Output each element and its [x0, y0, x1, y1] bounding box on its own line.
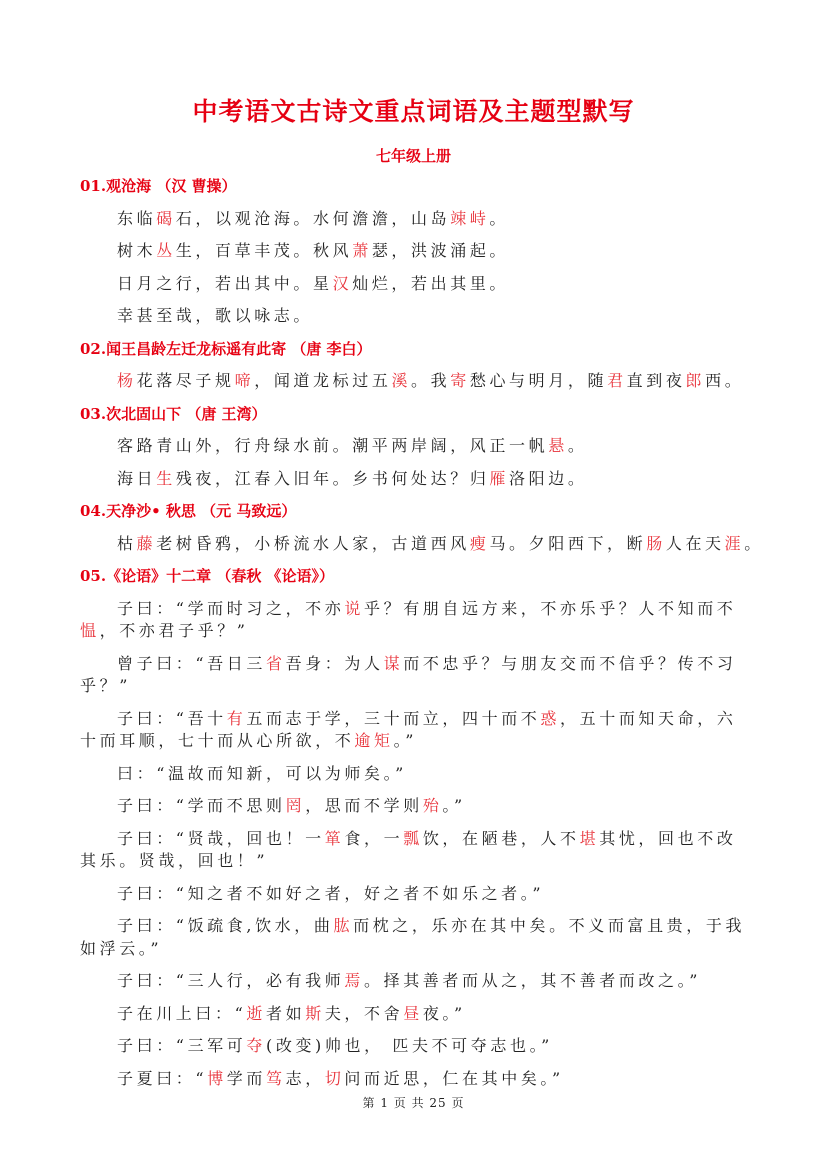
document-subtitle: 七年级上册: [375, 147, 451, 165]
text-segment: 如浮云。”: [80, 938, 163, 958]
poem-paragraph: [80, 970, 752, 993]
poem-paragraph: [80, 1068, 752, 1091]
keyword: 藤: [136, 533, 157, 553]
keyword: 有: [226, 708, 247, 728]
text-segment: ，不亦君子乎？”: [99, 621, 249, 640]
keyword: 逝: [246, 1003, 266, 1023]
section-heading: 04.天净沙• 秋思 （元 马致远）: [80, 502, 297, 520]
poem-paragraph: [80, 468, 752, 491]
text-segment: 子曰：“学而时习之，不亦: [117, 598, 345, 618]
keyword: 雁: [489, 468, 510, 488]
keyword: 愠: [80, 621, 100, 640]
keyword: 省: [265, 653, 286, 673]
text-segment: 而不忠乎？与朋友交而不信乎？传不习: [403, 653, 737, 673]
text-segment: 灿烂，若出其里。: [352, 273, 510, 293]
keyword: 笃: [266, 1068, 286, 1088]
text-segment: 吾身：为人: [285, 653, 384, 673]
keyword: 瓢: [403, 828, 423, 848]
text-segment: 。”: [393, 731, 417, 750]
text-segment: 子曰：“三军可: [117, 1036, 247, 1055]
text-line: [80, 970, 752, 993]
text-segment: 子曰：“吾十: [117, 708, 227, 728]
text-line: [80, 850, 752, 873]
text-line: [80, 708, 752, 731]
text-line: [80, 795, 752, 818]
section-heading: 05.《论语》十二章 （春秋 《论语》）: [80, 567, 335, 585]
text-line: [80, 468, 752, 491]
text-segment: 枯: [117, 533, 137, 553]
text-line: [80, 1068, 752, 1091]
poem-paragraph: [80, 598, 752, 643]
text-line: [80, 763, 752, 786]
keyword: 惑: [540, 708, 561, 728]
text-line: [80, 915, 752, 938]
text-segment: 饮，在陋巷，人不: [422, 828, 580, 848]
text-segment: 日月之行，若出其中。星: [117, 273, 333, 293]
text-segment: 而枕之，乐亦在其中矣。不义而富且贵，于我: [353, 916, 746, 935]
keyword: 肱: [333, 916, 354, 935]
text-segment: 问而近思，仁在其中矣。”: [344, 1068, 564, 1088]
text-segment: 子曰：“贤哉，回也！一: [117, 828, 325, 848]
keyword: 焉: [344, 971, 364, 990]
text-segment: 。我: [411, 371, 451, 390]
keyword: 涯: [724, 533, 745, 553]
text-segment: 五而志于学，三十而立，四十而不: [246, 708, 541, 728]
section-heading: 02.闻王昌龄左迁龙标遥有此寄 （唐 李白）: [80, 339, 372, 358]
text-segment: 。: [744, 533, 764, 553]
text-segment: 西。: [705, 371, 745, 390]
text-segment: 愁心与明月，随: [469, 371, 608, 390]
text-line: [80, 620, 752, 643]
poem-paragraph: [80, 370, 752, 393]
text-segment: 幸甚至哉，歌以咏志。: [117, 306, 314, 325]
keyword: 汉: [332, 273, 353, 293]
poem-paragraph: [80, 435, 752, 458]
text-segment: 海日: [117, 468, 157, 488]
keyword: 夺: [246, 1036, 266, 1055]
text-segment: 曾子曰：“吾日三: [117, 653, 266, 673]
poem-paragraph: [80, 1003, 752, 1026]
text-line: [80, 1035, 752, 1058]
text-line: [80, 653, 752, 676]
poem-paragraph: [80, 305, 752, 328]
document-title: 中考语文古诗文重点词语及主题型默写: [192, 97, 635, 126]
text-line: [80, 370, 752, 393]
text-line: [80, 435, 752, 458]
text-segment: (改变)帅也， 匹夫不可夺志也。”: [266, 1036, 553, 1055]
text-line: [80, 305, 752, 328]
keyword: 寄: [450, 371, 470, 390]
text-segment: 残夜，江春入旧年。乡书何处达？归: [175, 468, 490, 488]
text-segment: 其乐。贤哉，回也！”: [80, 851, 269, 870]
text-segment: 夫，不舍: [324, 1003, 404, 1023]
keyword: 君: [607, 371, 627, 390]
keyword: 生: [156, 468, 176, 488]
text-segment: 瑟，洪波涌起。: [371, 241, 510, 260]
keyword: 肠: [646, 533, 666, 553]
text-segment: 子夏曰：“: [117, 1068, 208, 1088]
text-segment: 石，以观沧海。水何澹澹，山岛: [175, 208, 451, 228]
text-segment: 花落尽子规: [136, 371, 235, 390]
text-segment: 子曰：“饭疏食,饮水，曲: [117, 916, 334, 935]
keyword: 萧: [352, 241, 372, 260]
text-segment: 客路青山外，行舟绿水前。潮平两岸阔，风正一帆: [117, 436, 549, 455]
text-segment: ，闻道龙标过五: [254, 371, 392, 390]
text-segment: 人在天: [665, 533, 725, 553]
text-segment: 其忧，回也不改: [599, 828, 737, 848]
page-footer: 第 1 页 共 25 页: [362, 1096, 465, 1110]
text-segment: 学而: [226, 1068, 266, 1088]
keyword: 郎: [685, 371, 706, 390]
text-segment: 夜。”: [422, 1003, 466, 1023]
text-line: [80, 828, 752, 851]
text-segment: 。”: [442, 796, 466, 815]
keyword: 竦峙: [450, 208, 490, 228]
text-line: [80, 273, 752, 296]
keyword: 堪: [579, 828, 600, 848]
section-heading: 03.次北固山下 （唐 王湾）: [80, 404, 267, 423]
text-line: [80, 883, 752, 906]
text-segment: 子曰：“三人行，必有我师: [117, 971, 345, 990]
text-line: [80, 938, 752, 961]
keyword: 杨: [117, 371, 137, 390]
text-segment: 乎？有朋自远方来，不亦乐乎？人不知而不: [364, 598, 737, 618]
keyword: 逾矩: [354, 731, 394, 750]
text-line: [80, 730, 752, 753]
keyword: 谋: [383, 653, 404, 673]
text-line: [80, 240, 752, 263]
poem-paragraph: [80, 273, 752, 296]
text-segment: 乎？”: [80, 676, 131, 695]
poem-paragraph: [80, 915, 752, 960]
text-segment: 子曰：“知之者不如好之者，好之者不如乐之者。”: [117, 883, 545, 903]
poem-paragraph: [80, 533, 764, 556]
text-segment: 老树昏鸦，小桥流水人家，古道西风: [156, 533, 470, 553]
text-segment: 曰：“温故而知新，可以为师矣。”: [117, 763, 407, 783]
text-segment: 直到夜: [626, 371, 686, 390]
keyword: 碣: [156, 208, 176, 228]
text-segment: 生，百草丰茂。秋风: [175, 241, 353, 260]
text-line: [80, 1003, 752, 1026]
text-segment: 子曰：“学而不思则: [117, 796, 286, 815]
document-content: [80, 175, 764, 1100]
text-line: [80, 598, 752, 621]
keyword: 切: [324, 1068, 345, 1088]
poem-paragraph: [80, 653, 752, 698]
text-segment: 洛阳边。: [509, 468, 588, 488]
keyword: 箪: [324, 828, 345, 848]
poem-paragraph: [80, 208, 752, 231]
text-segment: ，五十而知天命，六: [560, 708, 737, 728]
keyword: 瘦: [469, 533, 490, 553]
keyword: 丛: [156, 241, 176, 260]
text-segment: 东临: [117, 208, 157, 228]
poem-paragraph: [80, 708, 752, 753]
keyword: 溪: [391, 371, 412, 390]
keyword: 罔: [285, 796, 306, 815]
poem-paragraph: [80, 883, 752, 906]
poem-paragraph: [80, 795, 752, 818]
text-segment: 。: [489, 208, 510, 228]
poem-paragraph: [80, 1035, 752, 1058]
keyword: 殆: [422, 796, 443, 815]
poem-paragraph: [80, 240, 752, 263]
text-segment: ，思而不学则: [305, 796, 423, 815]
text-segment: 马。夕阳西下，断: [489, 533, 647, 553]
text-segment: 者如: [266, 1003, 306, 1023]
keyword: 斯: [305, 1003, 325, 1023]
keyword: 说: [344, 598, 364, 618]
poem-paragraph: [80, 828, 752, 873]
text-segment: 子在川上曰：“: [117, 1003, 247, 1023]
text-line: [80, 533, 764, 556]
text-segment: 志，: [285, 1068, 325, 1088]
text-segment: 十而耳顺，七十而从心所欲，不: [80, 731, 355, 750]
poem-paragraph: [80, 763, 752, 786]
text-segment: 树木: [117, 241, 157, 260]
keyword: 博: [207, 1068, 227, 1088]
keyword: 悬: [548, 436, 568, 455]
text-segment: 。择其善者而从之，其不善者而改之。”: [364, 971, 701, 990]
section-heading: 01.观沧海 （汉 曹操）: [80, 177, 237, 195]
keyword: 昼: [403, 1003, 423, 1023]
text-segment: 。: [567, 436, 588, 455]
keyword: 啼: [234, 371, 255, 390]
text-segment: 食，一: [344, 828, 404, 848]
text-line: [80, 675, 752, 698]
text-line: [80, 208, 752, 231]
